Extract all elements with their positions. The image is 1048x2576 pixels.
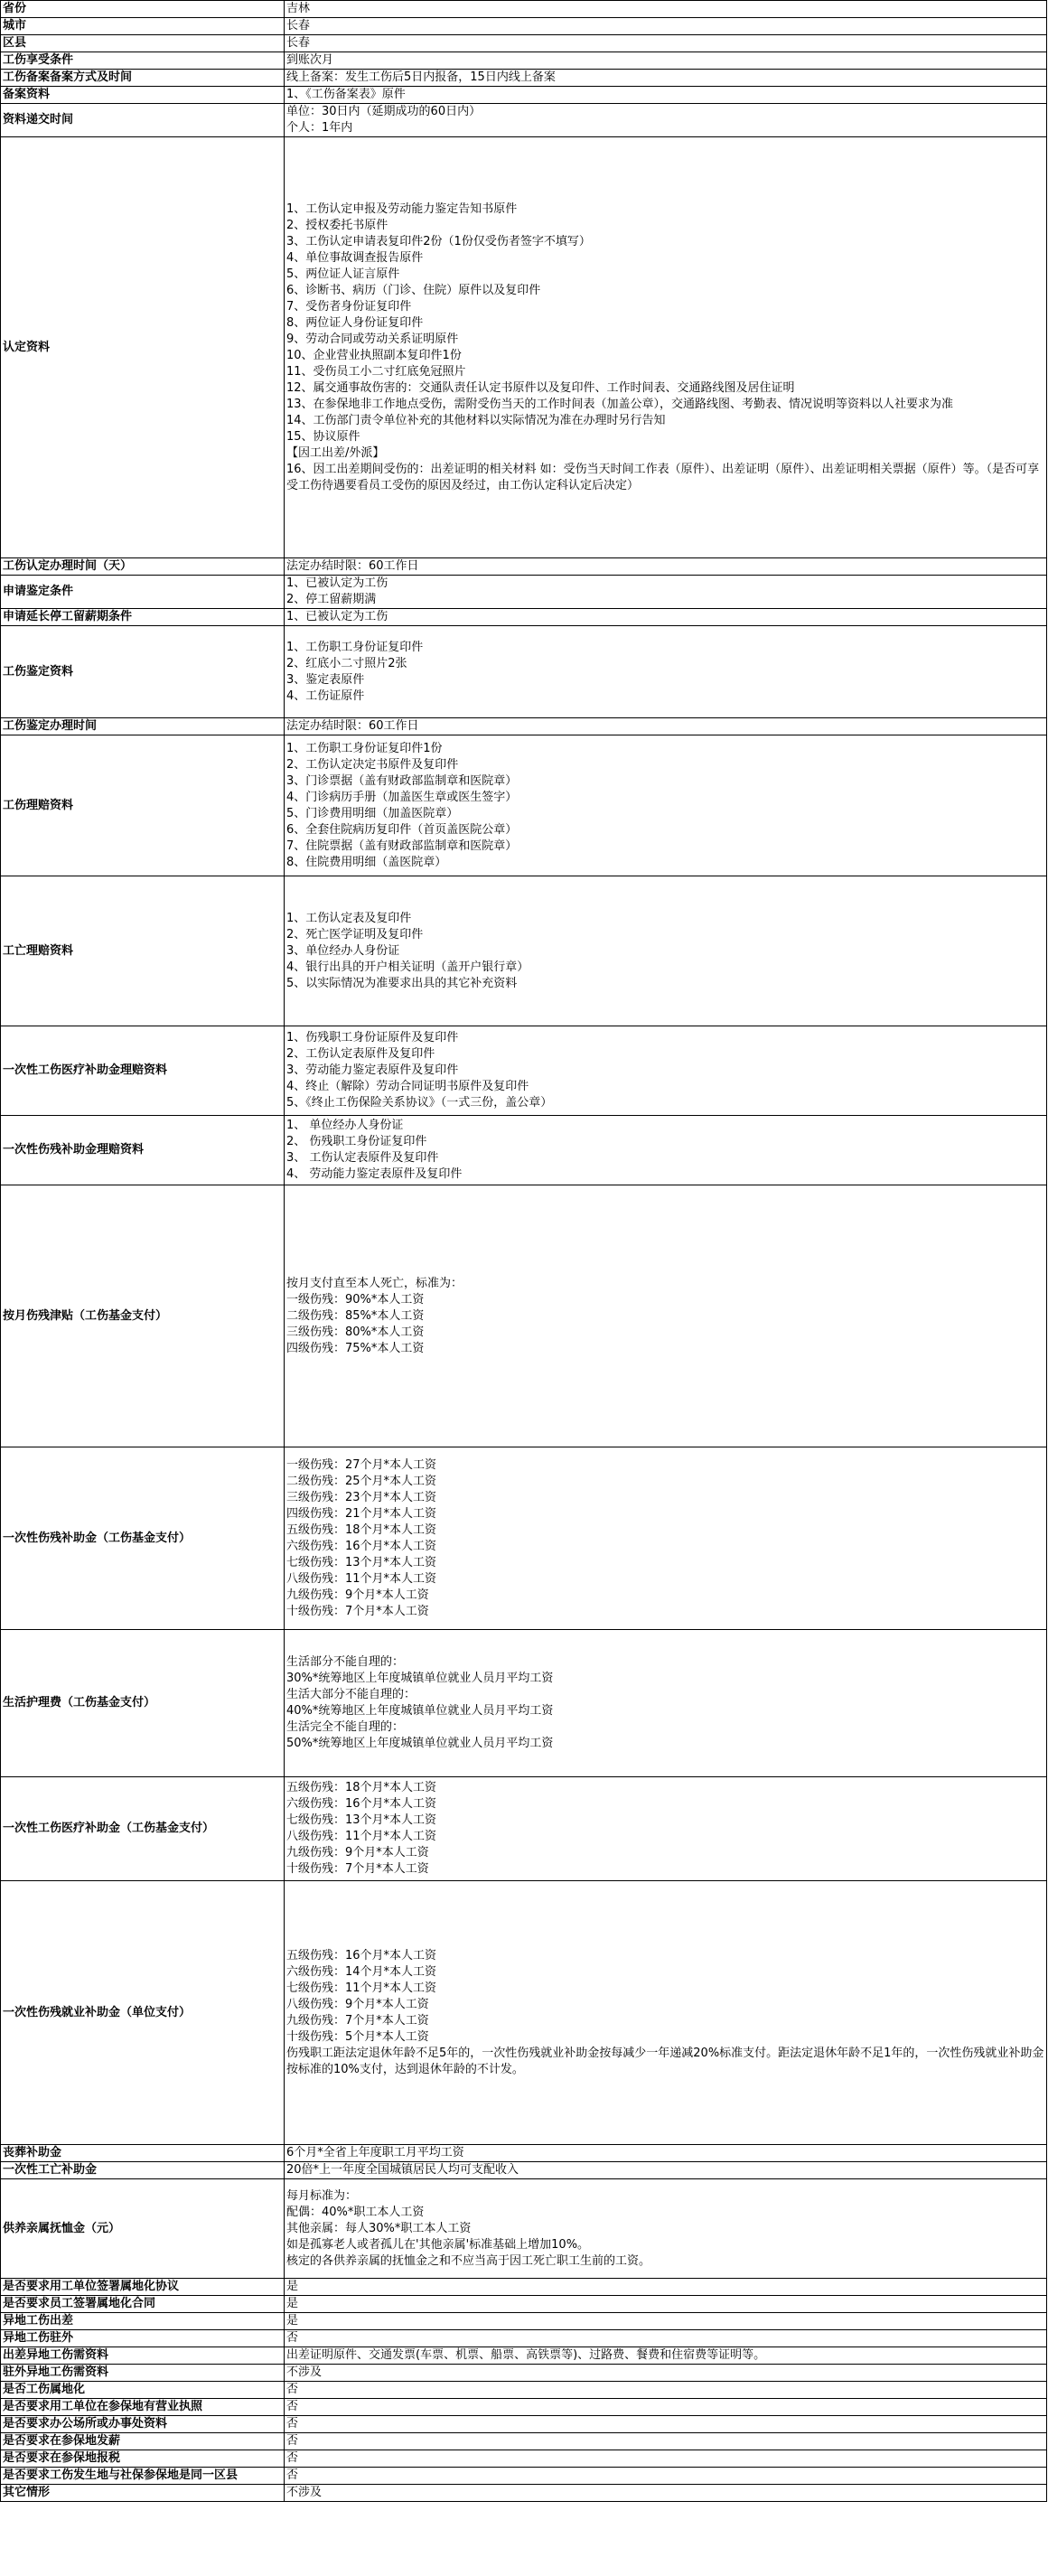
row-label: 丧葬补助金 <box>1 2145 285 2162</box>
value-line: 4、 劳动能力鉴定表原件及复印件 <box>286 1167 463 1181</box>
table-row <box>1 1777 1047 1881</box>
row-value <box>285 2145 1047 2162</box>
row-label: 是否要求在参保地报税 <box>1 2450 285 2468</box>
row-value <box>285 1630 1047 1777</box>
value-line: 七级伤残：13个月*本人工资 <box>286 1555 437 1569</box>
table-row <box>1 1447 1047 1630</box>
value-line: 出差证明原件、交通发票(车票、机票、船票、高铁票等)、过路费、餐费和住宿费等证明等。 <box>286 2348 766 2362</box>
row-value <box>285 626 1047 718</box>
value-line: 1、工伤认定申报及劳动能力鉴定告知书原件 <box>286 201 518 216</box>
value-line: 9、劳动合同或劳动关系证明原件 <box>286 332 459 346</box>
table-row <box>1 2450 1047 2468</box>
value-line: 一级伤残：27个月*本人工资 <box>286 1457 437 1472</box>
value-line: 五级伤残：16个月*本人工资 <box>286 1948 437 1962</box>
value-line: 每月标准为： <box>286 2188 358 2203</box>
value-line: 4、终止（解除）劳动合同证明书原件及复印件 <box>286 1080 529 1093</box>
table-row <box>1 2330 1047 2347</box>
row-value <box>285 876 1047 1026</box>
value-line: 5、门诊费用明细（加盖医院章） <box>286 806 459 820</box>
row-label: 按月伤残津贴（工伤基金支付） <box>1 1185 285 1447</box>
row-value <box>285 735 1047 876</box>
row-value <box>285 2450 1047 2468</box>
value-line: 50%*统筹地区上年度城镇单位就业人员月平均工资 <box>286 1737 554 1750</box>
row-label: 申请延长停工留薪期条件 <box>1 609 285 626</box>
row-label: 工伤享受条件 <box>1 52 285 70</box>
row-value <box>285 2179 1047 2279</box>
value-line: 十级伤残：7个月*本人工资 <box>286 1604 429 1618</box>
row-value <box>285 576 1047 609</box>
value-line: 八级伤残：11个月*本人工资 <box>286 1830 437 1843</box>
table-row <box>1 70 1047 87</box>
row-label: 工伤理赔资料 <box>1 735 285 876</box>
row-label: 生活护理费（工伤基金支付） <box>1 1630 285 1777</box>
table-body <box>1 1 1047 2502</box>
value-line: 法定办结时限：60工作日 <box>286 719 419 733</box>
table-row <box>1 2145 1047 2162</box>
value-line: 5、《终止工伤保险关系协议》（一式三份，盖公章） <box>286 1096 553 1110</box>
value-line: 不涉及 <box>286 2486 323 2499</box>
value-line: 十级伤残：5个月*本人工资 <box>286 2029 429 2044</box>
row-value <box>285 1447 1047 1630</box>
row-value <box>285 2279 1047 2296</box>
value-line: 是 <box>286 2314 299 2328</box>
table-row <box>1 87 1047 104</box>
table-row <box>1 1630 1047 1777</box>
row-label: 工伤鉴定办理时间 <box>1 718 285 735</box>
row-label: 供养亲属抚恤金（元） <box>1 2179 285 2279</box>
value-line: 40%*统筹地区上年度城镇单位就业人员月平均工资 <box>286 1704 554 1718</box>
value-line: 1、伤残职工身份证原件及复印件 <box>286 1031 459 1044</box>
value-line: 个人：1年内 <box>286 121 353 135</box>
value-line: 五级伤残：18个月*本人工资 <box>286 1781 437 1794</box>
row-value <box>285 1777 1047 1881</box>
row-value <box>285 609 1047 626</box>
value-line: 吉林 <box>286 2 311 15</box>
row-value <box>285 2330 1047 2347</box>
row-value <box>285 1026 1047 1116</box>
row-value <box>285 2485 1047 2502</box>
value-line: 七级伤残：13个月*本人工资 <box>286 1813 437 1827</box>
row-label: 资料递交时间 <box>1 104 285 137</box>
value-line: 7、受伤者身份证复印件 <box>286 299 412 314</box>
value-line: 否 <box>286 2468 299 2482</box>
row-value <box>285 2382 1047 2399</box>
row-value <box>285 2433 1047 2450</box>
row-label: 异地工伤驻外 <box>1 2330 285 2347</box>
value-line: 5、以实际情况为准要求出具的其它补充资料 <box>286 976 518 990</box>
value-line: 4、门诊病历手册（加盖医生章或医生签字） <box>286 790 518 804</box>
value-line: 1、已被认定为工伤 <box>286 576 388 590</box>
value-line: 三级伤残：23个月*本人工资 <box>286 1490 437 1504</box>
table-row <box>1 2279 1047 2296</box>
table-row <box>1 735 1047 876</box>
value-line: 3、单位经办人身份证 <box>286 943 400 958</box>
row-label: 一次性工伤医疗补助金（工伤基金支付） <box>1 1777 285 1881</box>
row-label: 是否工伤属地化 <box>1 2382 285 2399</box>
value-line: 1、工伤职工身份证复印件1份 <box>286 741 443 755</box>
row-label: 驻外异地工伤需资料 <box>1 2365 285 2382</box>
value-line: 三级伤残：80%*本人工资 <box>286 1325 425 1339</box>
value-line: 3、工伤认定申请表复印件2份（1份仅受伤者签字不填写） <box>286 234 591 248</box>
table-row <box>1 2382 1047 2399</box>
value-line: 2、 伤残职工身份证复印件 <box>286 1135 427 1148</box>
value-line: 四级伤残：21个月*本人工资 <box>286 1506 437 1521</box>
value-line: 否 <box>286 2400 299 2413</box>
value-line: 按月支付直至本人死亡，标准为： <box>286 1276 463 1290</box>
row-label: 一次性工伤医疗补助金理赔资料 <box>1 1026 285 1116</box>
table-row <box>1 35 1047 52</box>
value-line: 6、全套住院病历复印件（首页盖医院公章） <box>286 822 518 837</box>
row-label: 异地工伤出差 <box>1 2313 285 2330</box>
value-line: 8、两位证人身份证复印件 <box>286 315 424 330</box>
value-line: 2、工伤认定决定书原件及复印件 <box>286 757 459 772</box>
row-value <box>285 52 1047 70</box>
value-line: 伤残职工距法定退休年龄不足5年的，一次性伤残就业补助金按每减少一年递减20%标准支付。距法定退休年龄不足1年的，一次性伤残就业补助金按标准的10%支付，达到退休年龄的不计发。 <box>286 2046 1044 2076</box>
row-value <box>285 2365 1047 2382</box>
table-row <box>1 876 1047 1026</box>
row-label: 工亡理赔资料 <box>1 876 285 1026</box>
table-row <box>1 18 1047 35</box>
row-value <box>285 2416 1047 2433</box>
row-value <box>285 35 1047 52</box>
table-row <box>1 576 1047 609</box>
value-line: 是 <box>286 2280 299 2293</box>
row-label: 是否要求用工单位在参保地有营业执照 <box>1 2399 285 2416</box>
value-line: 十级伤残：7个月*本人工资 <box>286 1862 429 1876</box>
table-row <box>1 1185 1047 1447</box>
table-row <box>1 137 1047 558</box>
row-label: 城市 <box>1 18 285 35</box>
value-line: 1、工伤职工身份证复印件 <box>286 640 424 654</box>
row-value <box>285 2399 1047 2416</box>
row-label: 是否要求工伤发生地与社保参保地是同一区县 <box>1 2468 285 2485</box>
value-line: 一级伤残：90%*本人工资 <box>286 1292 425 1307</box>
table-row <box>1 558 1047 576</box>
value-line: 13、在参保地非工作地点受伤，需附受伤当天的工作时间表（加盖公章），交通路线图、考勤表、情况说明等资料以人社要求为准 <box>286 397 954 411</box>
table-row <box>1 718 1047 735</box>
value-line: 四级伤残：75%*本人工资 <box>286 1341 425 1355</box>
table-row <box>1 2468 1047 2485</box>
row-label: 是否要求办公场所或办事处资料 <box>1 2416 285 2433</box>
row-label: 一次性伤残补助金（工伤基金支付） <box>1 1447 285 1630</box>
value-line: 单位：30日内（延期成功的60日内） <box>286 105 482 118</box>
value-line: 六级伤残：16个月*本人工资 <box>286 1797 437 1811</box>
row-label: 一次性工亡补助金 <box>1 2162 285 2179</box>
value-line: 2、死亡医学证明及复印件 <box>286 927 424 941</box>
value-line: 2、停工留薪期满 <box>286 593 377 606</box>
row-label: 是否要求员工签署属地化合同 <box>1 2296 285 2313</box>
value-line: 法定办结时限：60工作日 <box>286 559 419 573</box>
row-label: 工伤鉴定资料 <box>1 626 285 718</box>
table-row <box>1 2162 1047 2179</box>
table-row <box>1 2416 1047 2433</box>
value-line: 3、门诊票据（盖有财政部监制章和医院章） <box>286 773 518 788</box>
value-line: 二级伤残：25个月*本人工资 <box>286 1474 437 1488</box>
row-value <box>285 87 1047 104</box>
table-row <box>1 52 1047 70</box>
value-line: 1、工伤认定表及复印件 <box>286 911 412 925</box>
row-label: 是否要求在参保地发薪 <box>1 2433 285 2450</box>
value-line: 其他亲属：每人30%*职工本人工资 <box>286 2221 472 2235</box>
value-line: 九级伤残：7个月*本人工资 <box>286 2013 429 2028</box>
table-row <box>1 1 1047 18</box>
row-value <box>285 718 1047 735</box>
row-label: 认定资料 <box>1 137 285 558</box>
value-line: 3、劳动能力鉴定表原件及复印件 <box>286 1063 459 1077</box>
table-row <box>1 2365 1047 2382</box>
row-value <box>285 1 1047 18</box>
value-line: 否 <box>286 2383 299 2396</box>
value-line: 七级伤残：11个月*本人工资 <box>286 1981 437 1995</box>
row-label: 区县 <box>1 35 285 52</box>
row-label: 其它情形 <box>1 2485 285 2502</box>
value-line: 14、工伤部门责令单位补充的其他材料以实际情况为准在办理时另行告知 <box>286 413 666 427</box>
row-value <box>285 137 1047 558</box>
row-value <box>285 18 1047 35</box>
row-label: 一次性伤残补助金理赔资料 <box>1 1116 285 1185</box>
row-value <box>285 1116 1047 1185</box>
value-line: 如是孤寡老人或者孤儿在'其他亲属'标准基础上增加10%。 <box>286 2237 590 2252</box>
value-line: 是 <box>286 2297 299 2310</box>
table-row <box>1 1116 1047 1185</box>
value-line: 生活完全不能自理的： <box>286 1720 405 1734</box>
value-line: 6、诊断书、病历（门诊、住院）原件以及复印件 <box>286 283 541 297</box>
table-row <box>1 2296 1047 2313</box>
table-row <box>1 2399 1047 2416</box>
value-line: 否 <box>286 2417 299 2431</box>
value-line: 二级伤残：85%*本人工资 <box>286 1308 425 1323</box>
value-line: 8、住院费用明细（盖医院章） <box>286 855 447 869</box>
value-line: 4、单位事故调查报告原件 <box>286 250 424 265</box>
value-line: 3、鉴定表原件 <box>286 672 365 687</box>
value-line: 六级伤残：16个月*本人工资 <box>286 1539 437 1553</box>
value-line: 4、银行出具的开户相关证明（盖开户银行章） <box>286 960 529 974</box>
value-line: 配偶：40%*职工本人工资 <box>286 2205 425 2219</box>
value-line: 5、两位证人证言原件 <box>286 267 400 281</box>
value-line: 否 <box>286 2451 299 2465</box>
value-line: 九级伤残：9个月*本人工资 <box>286 1588 429 1602</box>
row-value <box>285 70 1047 87</box>
value-line: 30%*统筹地区上年度城镇单位就业人员月平均工资 <box>286 1672 554 1685</box>
value-line: 否 <box>286 2434 299 2448</box>
value-line: 6个月*全省上年度职工月平均工资 <box>286 2146 464 2159</box>
value-line: 16、因工出差期间受伤的：出差证明的相关材料 如：受伤当天时间工作表（原件）、出差证明（原件）、出差证明相关票据（原件）等。（是否可享受工伤待遇要看员工受伤的原因及经过，由工伤认定科认定后决定） <box>286 462 1040 492</box>
value-line: 15、协议原件 <box>286 429 360 444</box>
table-row <box>1 609 1047 626</box>
value-line: 到账次月 <box>286 53 334 67</box>
row-label: 是否要求用工单位签署属地化协议 <box>1 2279 285 2296</box>
value-line: 【因工出差/外派】 <box>286 445 385 460</box>
row-value <box>285 2347 1047 2365</box>
row-label: 出差异地工伤需资料 <box>1 2347 285 2365</box>
value-line: 20倍*上一年度全国城镇居民人均可支配收入 <box>286 2163 519 2177</box>
row-label: 省份 <box>1 1 285 18</box>
value-line: 六级伤残：14个月*本人工资 <box>286 1964 437 1979</box>
table-row <box>1 626 1047 718</box>
table-row <box>1 2433 1047 2450</box>
value-line: 线上备案：发生工伤后5日内报备，15日内线上备案 <box>286 70 556 84</box>
row-value <box>285 2313 1047 2330</box>
table-row <box>1 2179 1047 2279</box>
row-label: 工伤认定办理时间（天） <box>1 558 285 576</box>
value-line: 3、 工伤认定表原件及复印件 <box>286 1151 439 1165</box>
value-line: 不涉及 <box>286 2365 323 2379</box>
row-value <box>285 1881 1047 2145</box>
value-line: 2、红底小二寸照片2张 <box>286 656 407 670</box>
row-value <box>285 1185 1047 1447</box>
value-line: 长春 <box>286 19 311 33</box>
value-line: 10、企业营业执照副本复印件1份 <box>286 348 462 362</box>
row-value <box>285 2162 1047 2179</box>
row-value <box>285 2468 1047 2485</box>
value-line: 4、工伤证原件 <box>286 688 365 703</box>
row-label: 工伤备案备案方式及时间 <box>1 70 285 87</box>
value-line: 九级伤残：9个月*本人工资 <box>286 1846 429 1859</box>
row-label: 一次性伤残就业补助金（单位支付） <box>1 1881 285 2145</box>
table-row <box>1 2313 1047 2330</box>
value-line: 八级伤残：9个月*本人工资 <box>286 1997 429 2011</box>
table-row <box>1 104 1047 137</box>
value-line: 1、已被认定为工伤 <box>286 610 388 623</box>
table-row <box>1 2485 1047 2502</box>
table-row <box>1 1881 1047 2145</box>
row-value <box>285 2296 1047 2313</box>
value-line: 11、受伤员工小二寸红底免冠照片 <box>286 364 466 379</box>
value-line: 2、工伤认定表原件及复印件 <box>286 1047 435 1061</box>
value-line: 核定的各供养亲属的抚恤金之和不应当高于因工死亡职工生前的工资。 <box>286 2253 651 2268</box>
table-row <box>1 2347 1047 2365</box>
row-label: 申请鉴定条件 <box>1 576 285 609</box>
value-line: 2、授权委托书原件 <box>286 218 388 232</box>
value-line: 五级伤残：18个月*本人工资 <box>286 1522 437 1537</box>
value-line: 1、《工伤备案表》原件 <box>286 88 406 101</box>
value-line: 否 <box>286 2331 299 2345</box>
row-label: 备案资料 <box>1 87 285 104</box>
value-line: 长春 <box>286 36 311 50</box>
value-line: 生活大部分不能自理的： <box>286 1688 416 1701</box>
row-value <box>285 558 1047 576</box>
table-row <box>1 1026 1047 1116</box>
row-value <box>285 104 1047 137</box>
value-line: 1、 单位经办人身份证 <box>286 1119 404 1132</box>
value-line: 12、属交通事故伤害的：交通队责任认定书原件以及复印件、工作时间表、交通路线图及居住证明 <box>286 380 795 395</box>
value-line: 7、住院票据（盖有财政部监制章和医院章） <box>286 838 518 853</box>
value-line: 生活部分不能自理的： <box>286 1655 405 1669</box>
value-line: 八级伤残：11个月*本人工资 <box>286 1571 437 1586</box>
